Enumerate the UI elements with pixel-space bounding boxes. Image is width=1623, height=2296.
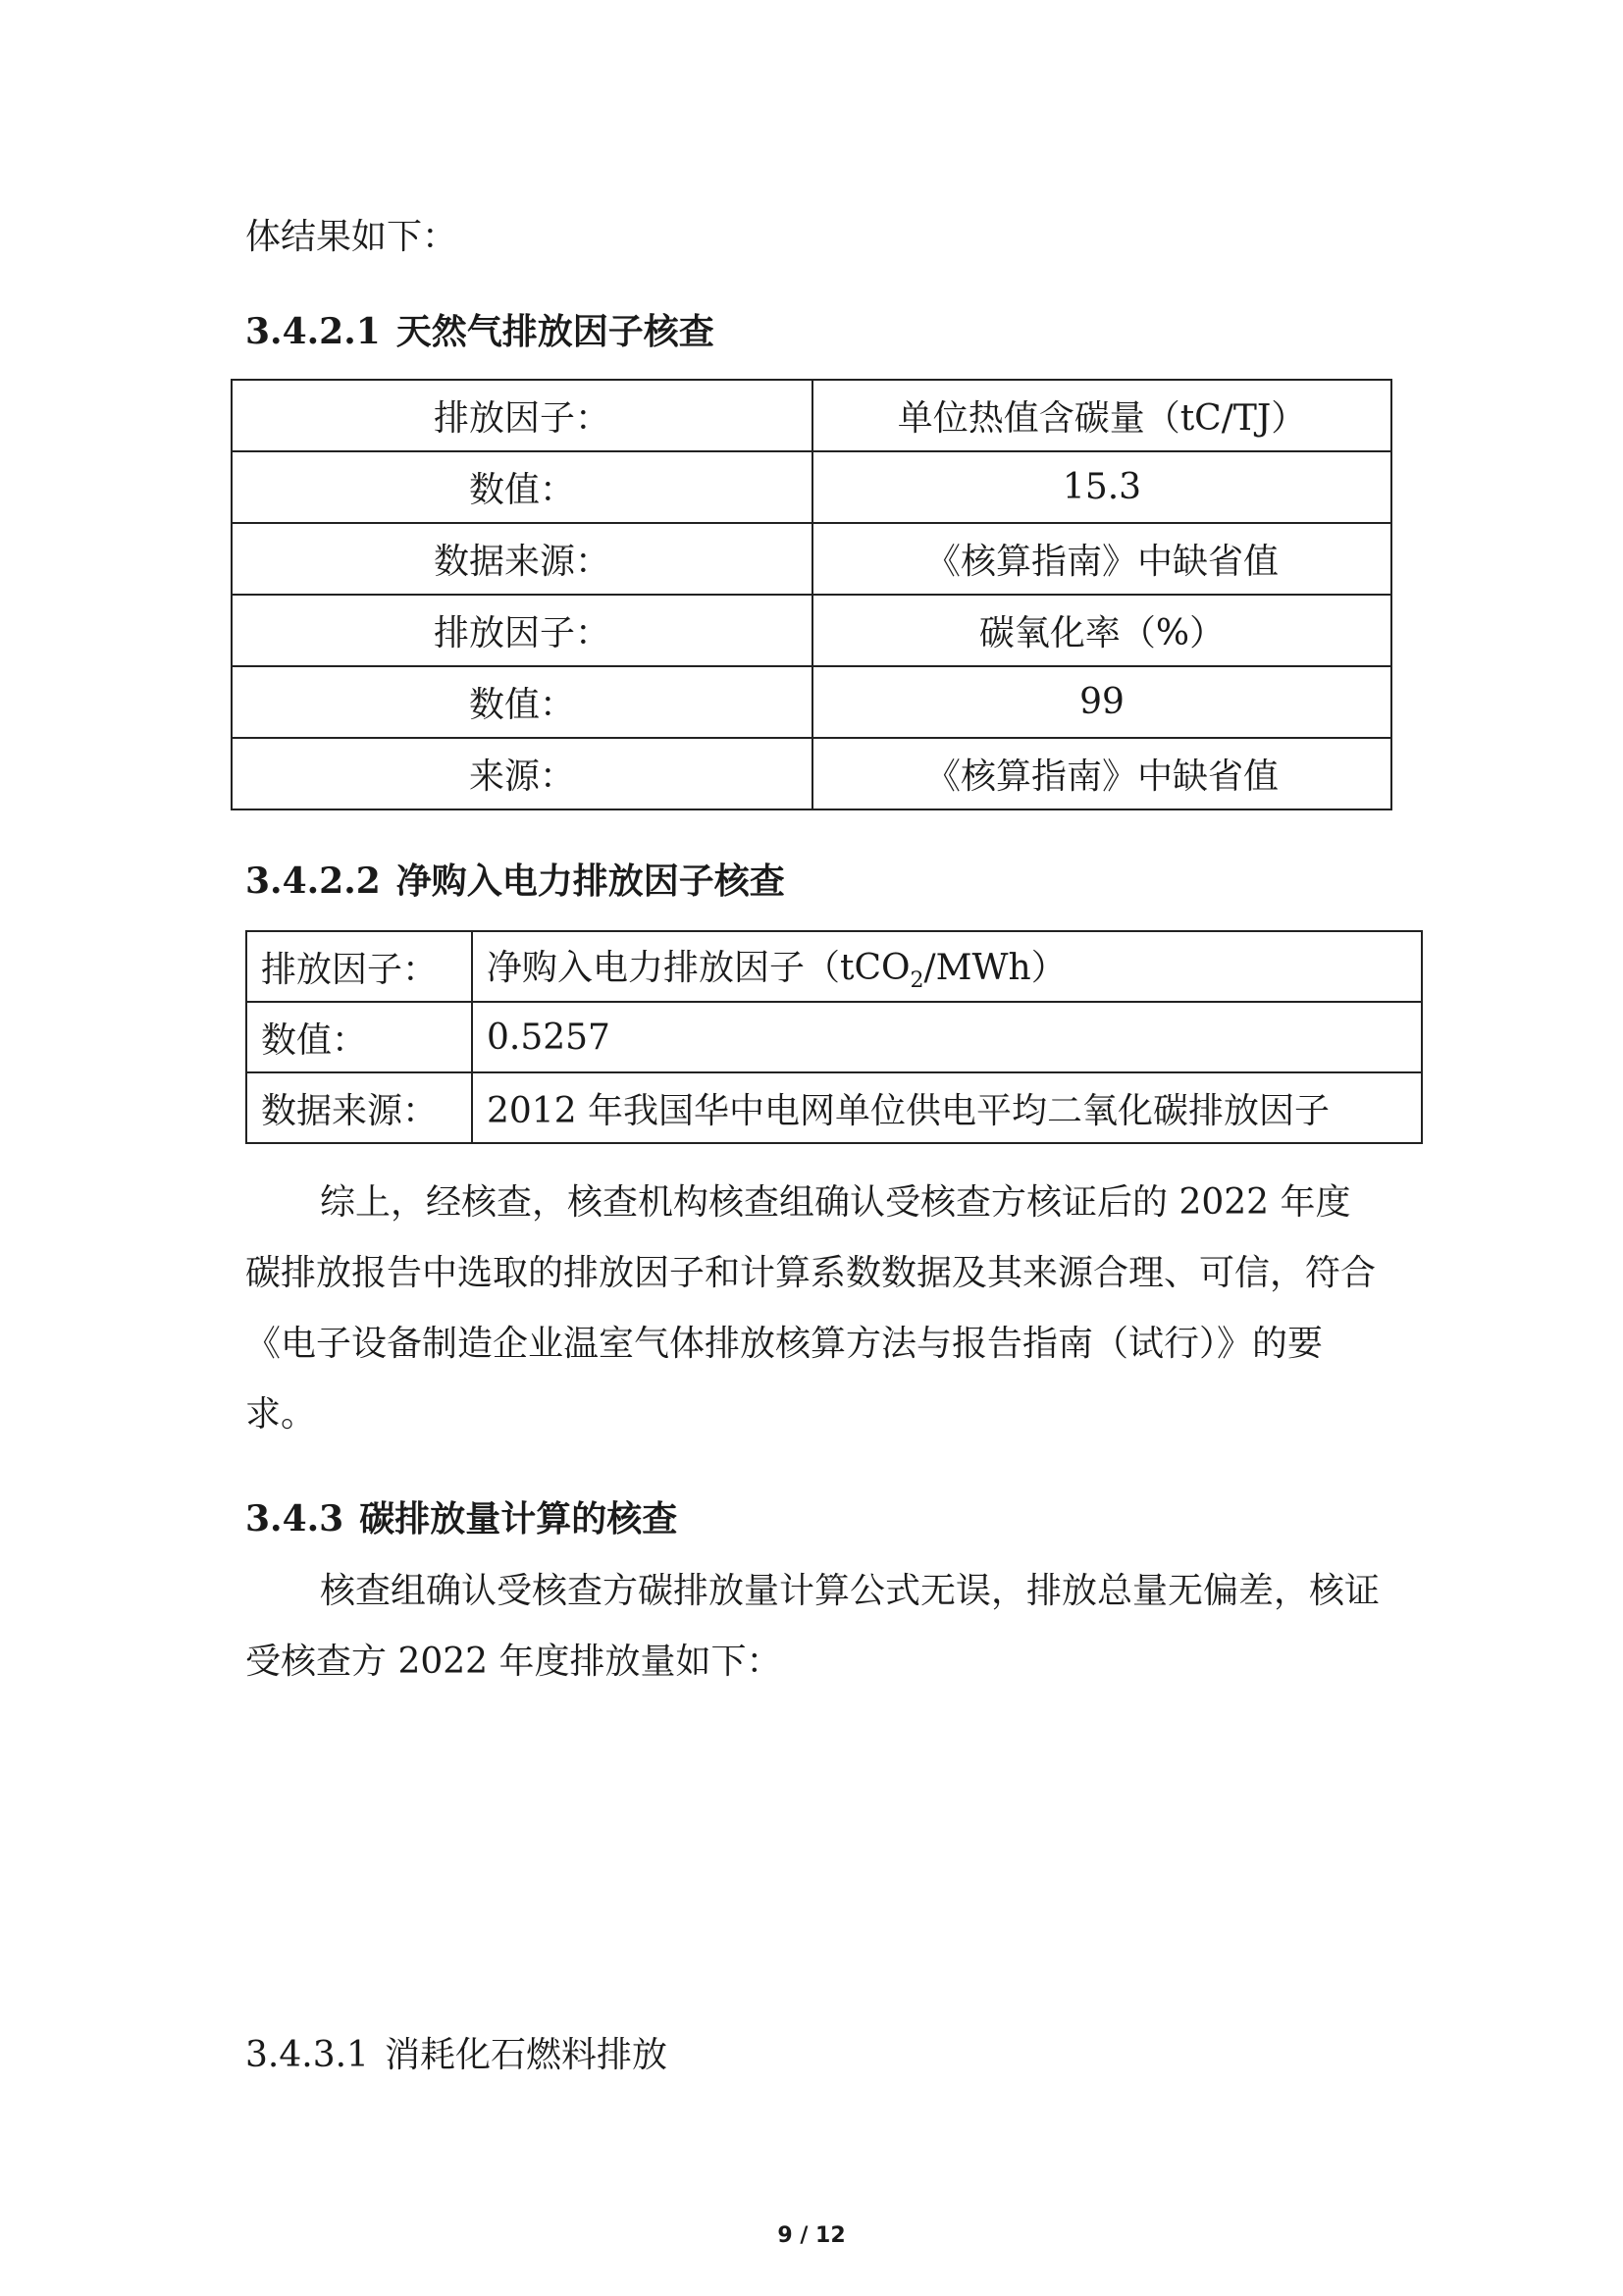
table-row xyxy=(232,380,1391,451)
section-title: 净购入电力排放因子核查 xyxy=(395,861,785,902)
table-row xyxy=(232,451,1391,523)
table-row xyxy=(246,1072,1422,1143)
table-cell-value: 《核算指南》中缺省值 xyxy=(812,523,1391,595)
table-cell-label: 数据来源： xyxy=(246,1072,472,1143)
table-row xyxy=(246,931,1422,1002)
table-cell-value: 15.3 xyxy=(812,451,1391,523)
table-cell-value: 2012 年我国华中电网单位供电平均二氧化碳排放因子 xyxy=(472,1072,1422,1143)
section-number: 3.4.2.1 xyxy=(245,311,381,352)
table-cell-value: 碳氧化率（%） xyxy=(812,595,1391,666)
subscript-two: 2 xyxy=(910,968,924,994)
table-cell-value: 单位热值含碳量（tC/TJ） xyxy=(812,380,1391,451)
section-3422-heading xyxy=(245,854,785,904)
natural-gas-factor-table xyxy=(231,379,1392,810)
table-row xyxy=(246,1002,1422,1072)
summary-paragraph: 综上，经核查，核查机构核查组确认受核查方核证后的 2022 年度碳排放报告中选取的排放因子和计算系数数据及其来源合理、可信，符合《电子设备制造企业温室气体排放核算方法与报告指南（试行）》的要求。 xyxy=(245,1182,1377,1435)
section-3431-heading xyxy=(245,2027,667,2077)
table-row xyxy=(232,666,1391,738)
table-row xyxy=(232,595,1391,666)
section-number: 3.4.3 xyxy=(245,1498,344,1539)
table-cell-label: 排放因子： xyxy=(246,931,472,1002)
table-cell-label: 来源： xyxy=(232,738,812,809)
table-cell-label: 数值： xyxy=(232,451,812,523)
page-number: 9 / 12 xyxy=(777,2223,846,2248)
section-3421-heading xyxy=(245,304,714,354)
factor-text: 净购入电力排放因子（tCO xyxy=(487,947,911,988)
table-cell-label: 数值： xyxy=(246,1002,472,1072)
table-cell-label: 数值： xyxy=(232,666,812,738)
table-row xyxy=(232,523,1391,595)
section-title: 消耗化石燃料排放 xyxy=(384,2035,667,2075)
table-cell-label: 排放因子： xyxy=(232,380,812,451)
table-row xyxy=(232,738,1391,809)
table-cell-value xyxy=(472,931,1422,1002)
table-cell-label: 数据来源： xyxy=(232,523,812,595)
section-343-heading xyxy=(245,1491,677,1541)
factor-unit-tail: /MWh） xyxy=(923,947,1067,988)
table-cell-value: 0.5257 xyxy=(472,1002,1422,1072)
intro-line: 体结果如下： xyxy=(245,217,458,257)
section-title: 碳排放量计算的核查 xyxy=(359,1498,678,1539)
section-title: 天然气排放因子核查 xyxy=(395,311,714,352)
electricity-factor-table xyxy=(245,930,1423,1144)
emission-calc-paragraph: 核查组确认受核查方碳排放量计算公式无误，排放总量无偏差，核证受核查方 2022 年度排放量如下： xyxy=(245,1571,1381,1682)
table-cell-value: 99 xyxy=(812,666,1391,738)
section-number: 3.4.2.2 xyxy=(245,861,381,902)
section-number: 3.4.3.1 xyxy=(245,2035,369,2075)
table-cell-value: 《核算指南》中缺省值 xyxy=(812,738,1391,809)
table-cell-label: 排放因子： xyxy=(232,595,812,666)
